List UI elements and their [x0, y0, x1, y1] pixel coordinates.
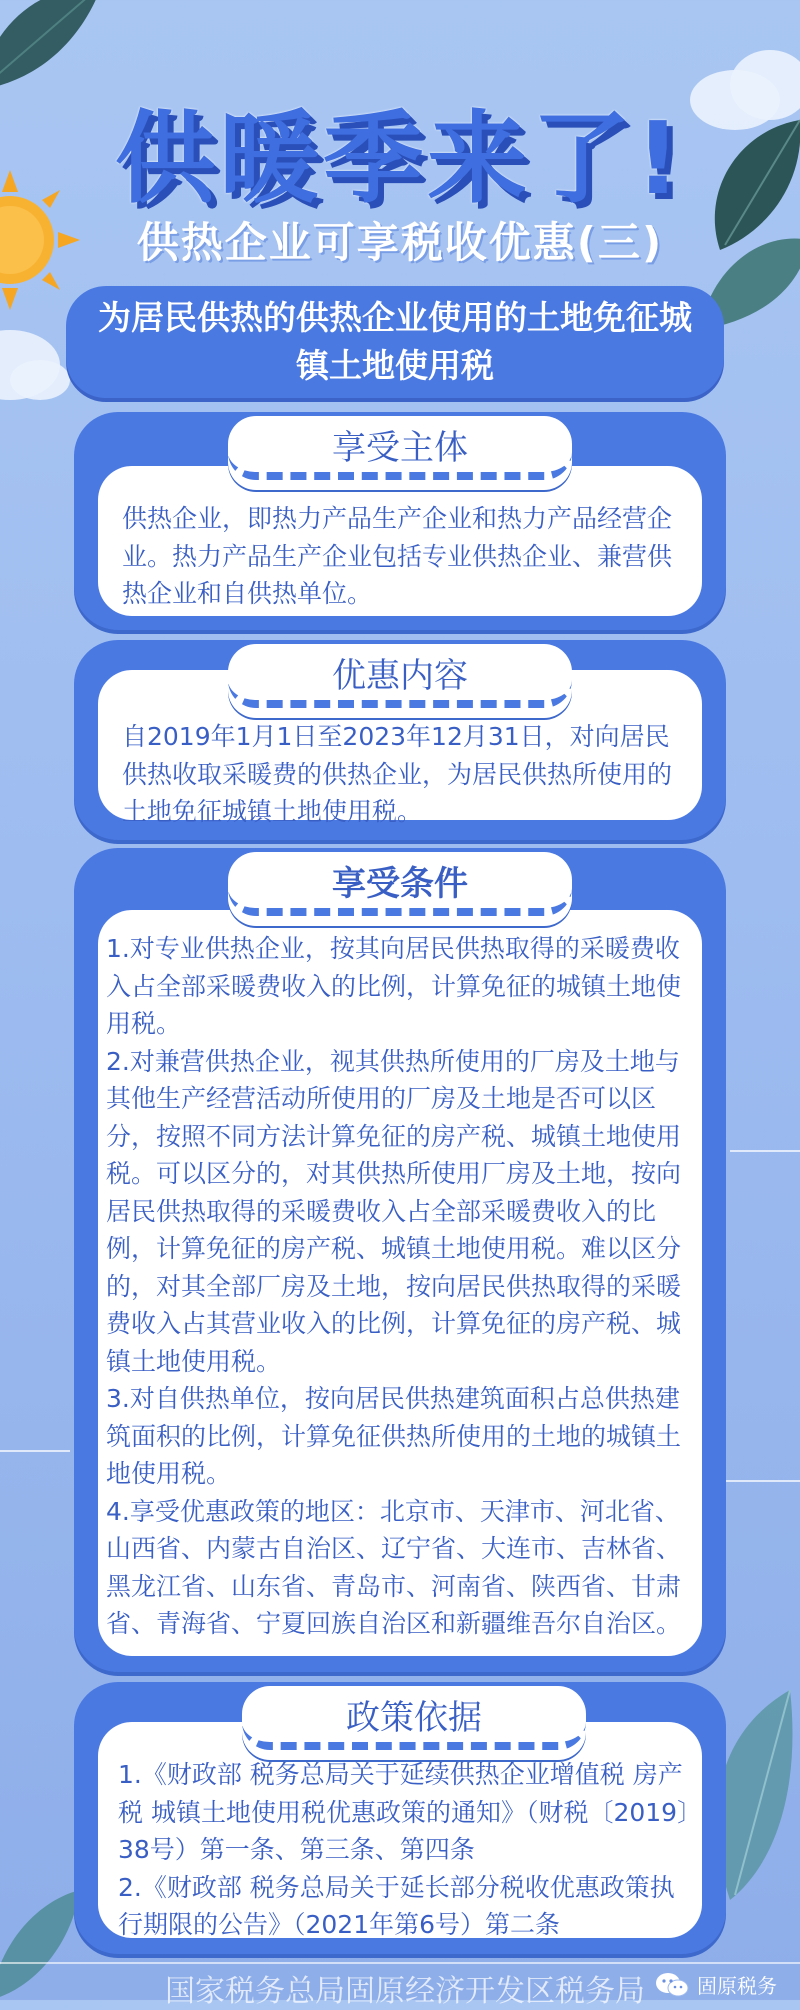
section-text: 自2019年1月1日至2023年12月31日，对向居民供热收取采暖费的供热企业，为居民供热所使用的土地免征城镇土地使用税。: [122, 722, 673, 826]
section-text: 供热企业，即热力产品生产企业和热力产品经营企业。热力产品生产企业包括专业供热企业、兼营供热企业和自供热单位。: [122, 504, 673, 608]
section-heading: 享受主体: [228, 416, 572, 480]
wechat-icon: [655, 1971, 689, 1999]
watermark-text: 固原税务: [697, 1974, 777, 1998]
section-heading: 享受条件: [228, 852, 572, 916]
leaf-decoration: [0, 1880, 80, 2000]
cloud-decoration: [10, 360, 70, 400]
page-title: 供暖季来了!: [115, 100, 685, 217]
condition-item: 3.对自供热单位，按向居民供热建筑面积占总供热建筑面积的比例，计算免征供热所使用的土地的城镇土地使用税。: [106, 1384, 682, 1488]
topic-text: 为居民供热的供热企业使用的土地免征城镇土地使用税: [98, 298, 692, 385]
section-heading: 政策依据: [242, 1686, 586, 1750]
footer-organization: 国家税务总局固原经济开发区税务局: [165, 1974, 645, 2009]
decor-line: [720, 1480, 800, 1482]
conditions-list: [106, 930, 702, 1660]
decor-line: [730, 1150, 800, 1152]
policy-item: 2.《财政部 税务总局关于延长部分税收优惠政策执行期限的公告》（2021年第6号）第二条: [118, 1872, 675, 1939]
condition-item: 1.对专业供热企业，按其向居民供热取得的采暖费收入占全部采暖费收入的比例，计算免征的城镇土地使用税。: [106, 934, 682, 1038]
policy-list: [118, 1756, 698, 1944]
watermark: [655, 1970, 777, 1999]
section-heading: 优惠内容: [228, 644, 572, 708]
footer-divider: [0, 1962, 800, 1964]
page-subtitle: 供热企业可享税收优惠(三): [136, 218, 664, 267]
condition-item: 2.对兼营供热企业，视其供热所使用的厂房及土地与其他生产经营活动所使用的厂房及土地是否可以区分，按照不同方法计算免征的房产税、城镇土地使用税。可以区分的，对其供热所使用厂房及土地，按向居民供热取得的采暖费收入占全部采暖费收入的比例，计算免征的房产税、城镇土地使用税。难以区分的，对其全部厂房及土地，按向居民供热取得的采暖费收入占其营业收入的比例，计算免征的房产税、城镇土地使用税。: [106, 1046, 682, 1376]
policy-item: 1.《财政部 税务总局关于延续供热企业增值税 房产税 城镇土地使用税优惠政策的通知》（财税〔2019〕38号）第一条、第三条、第四条: [118, 1760, 690, 1864]
condition-item: 4.享受优惠政策的地区：北京市、天津市、河北省、山西省、内蒙古自治区、辽宁省、大连市、吉林省、黑龙江省、山东省、青岛市、河南省、陕西省、甘肃省、青海省、宁夏回族自治区和新疆维吾尔自治区。: [106, 1496, 682, 1638]
decor-line: [0, 1450, 70, 1452]
topic-banner: [66, 286, 724, 398]
